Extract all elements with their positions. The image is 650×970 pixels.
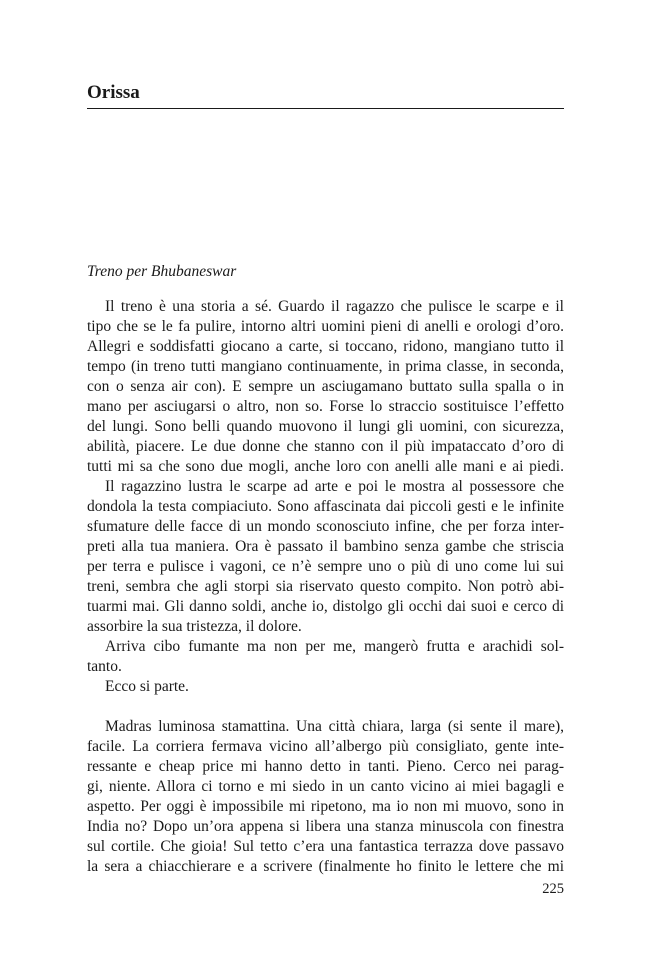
chapter-title: Orissa [87,82,140,103]
text-line: per terra e pulisce i vagoni, ce n’è sempre uno o più di uno come lui sui [87,558,564,575]
text-line: tanto. [87,658,122,675]
text-line: dondola la testa compiaciuto. Sono affascinata dai piccoli gesti e le infinite [87,498,564,515]
text-line: del lungi. Sono belli quando muovono il lungi gli uomini, con sicurezza, [87,418,564,435]
text-line: sul cortile. Che gioia! Sul tetto c’era una fantastica terrazza dove passavo [87,838,564,855]
running-header [87,80,564,109]
text-line: sfumature delle facce di un mondo sconosciuto infine, che per forza inter- [87,518,564,535]
text-line: ressante e cheap price mi hanno detto in tanti. Pieno. Cerco nei parag- [87,758,564,775]
text-line: aspetto. Per oggi è impossibile mi ripetono, ma io non mi muovo, sono in [87,798,564,815]
section-title: Treno per Bhubaneswar [87,263,237,280]
text-line: Allegri e soddisfatti giocano a carte, si toccano, ridono, mangiano tutto il [87,338,564,355]
text-line: gi, niente. Allora ci torno e mi siedo in un canto vicino ai miei bagagli e [87,778,564,795]
text-line: India no? Dopo un’ora appena si libera una stanza minuscola con finestra [87,818,564,835]
text-line: Il ragazzino lustra le scarpe ad arte e poi le mostra al possessore che [105,478,564,495]
text-line: con o senza air con). E sempre un asciugamano buttato sulla spalla o in [87,378,564,395]
text-line: facile. La corriera fermava vicino all’albergo più consigliato, gente inte- [87,738,564,755]
text-line: tuarmi mai. Gli danno soldi, anche io, distolgo gli occhi dai suoi e cerco di [87,598,564,615]
text-line: mano per asciugarsi o altro, non so. Forse lo straccio sostituisce l’effetto [87,398,564,415]
text-line: Madras luminosa stamattina. Una città chiara, larga (si sente il mare), [105,718,564,735]
text-line: la sera a chiacchierare e a scrivere (finalmente ho finito le lettere che mi [87,858,564,875]
text-line: preti alla tua maniera. Ora è passato il bambino senza gambe che striscia [87,538,564,555]
text-line: Ecco si parte. [105,678,189,695]
text-line: assorbire la sua tristezza, il dolore. [87,618,302,635]
text-line: tempo (in treno tutti mangiano continuamente, in prima classe, in seconda, [87,358,564,375]
text-line: tutti mi sa che sono due mogli, anche loro con anelli alle mani e ai piedi. [87,458,564,475]
text-line: Il treno è una storia a sé. Guardo il ragazzo che pulisce le scarpe e il [105,298,564,315]
text-line: abilità, piacere. Le due donne che stanno con il più impataccato d’oro di [87,438,564,455]
text-line: Arriva cibo fumante ma non per me, mangerò frutta e arachidi sol- [105,638,564,655]
text-line: tipo che se le fa pulire, intorno altri uomini pieni di anelli e orologi d’oro. [87,318,564,335]
page-number: 225 [542,881,564,897]
text-line: treni, sembra che agli storpi sia riservato questo compito. Non potrò abi- [87,578,564,595]
